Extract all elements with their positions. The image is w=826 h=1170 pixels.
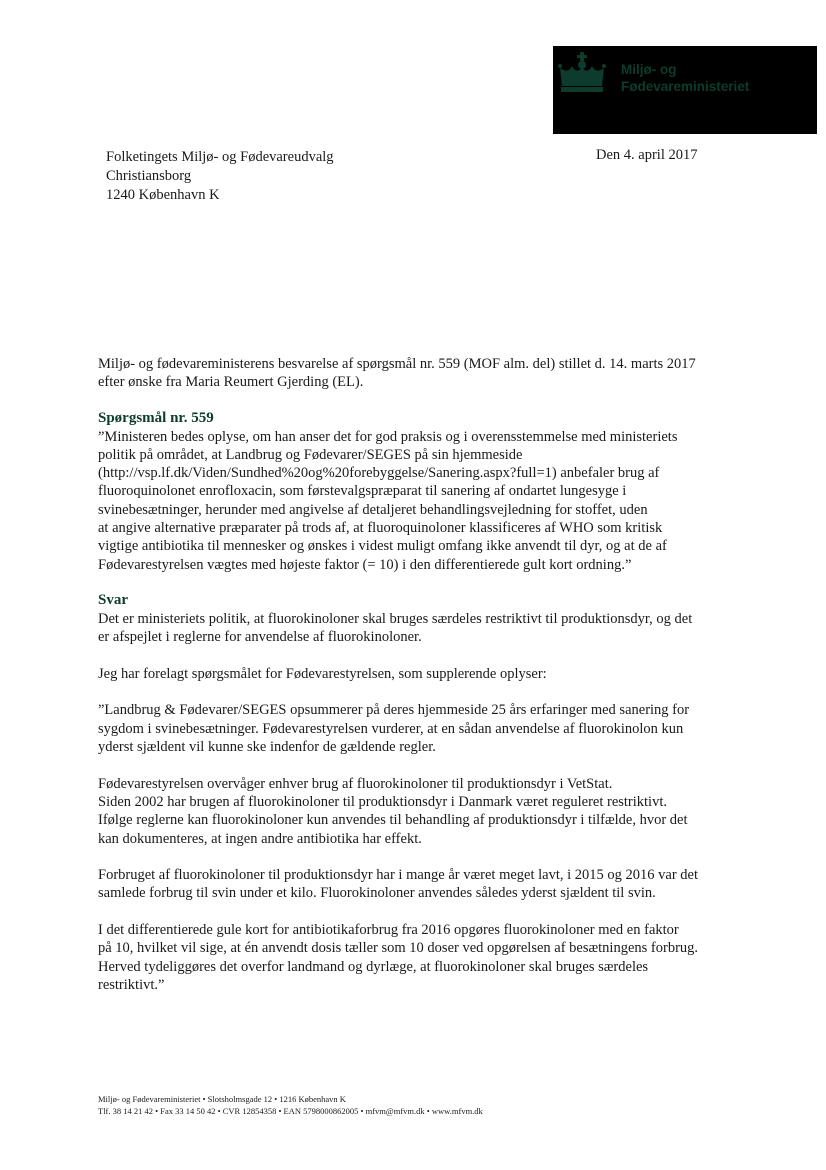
text-line: Jeg har forelagt spørgsmålet for Fødevarestyrelsen, som supplerende oplyser:: [98, 665, 547, 682]
text-line: efter ønske fra Maria Reumert Gjerding (EL).: [98, 374, 364, 391]
text-line: Herved tydeliggøres det overfor landmand og dyrlæge, at fluorokinoloner skal bruges særdeles: [98, 958, 649, 975]
text-line: ”Landbrug & Fødevarer/SEGES opsummerer på deres hjemmeside 25 års erfaringer med sanering for: [98, 702, 690, 719]
text-line: på 10, hvilket vil sige, at én anvendt dosis tæller som 10 doser ved opgørelsen af besætningens forbrug.: [98, 940, 699, 957]
text-line: ”Ministeren bedes oplyse, om han anser det for god praksis og i overensstemmelse med ministeriets: [98, 428, 678, 445]
answer-paragraph: [98, 610, 738, 647]
text-line: er afspejlet i reglerne for anvendelse af fluorokinoloner.: [98, 629, 422, 646]
logo-line-1: Miljø- og: [621, 62, 677, 77]
question-text: [98, 428, 738, 574]
text-line: kan dokumenteres, at ingen andre antibiotika har effekt.: [98, 830, 422, 847]
letter-body: [98, 355, 738, 994]
text-line: fluoroquinolonet enrofloxacin, som førstevalgspræparat til sanering af ondartet lungesyge i: [98, 483, 627, 500]
text-line: at angive alternative præparater på trods af, at fluoroquinoloner klassificeres af WHO som kritisk: [98, 520, 663, 537]
text-line: yderst sjældent vil kunne ske indenfor de gældende regler.: [98, 739, 436, 756]
text-line: Forbruget af fluorokinoloner til produktionsdyr har i mange år været meget lavt, i 2015 og 2016 var det: [98, 867, 699, 884]
text-line: Miljø- og fødevareministerens besvarelse af spørgsmål nr. 559 (MOF alm. del) stillet d. 14. marts 2017: [98, 356, 696, 372]
text-line: restriktivt.”: [98, 976, 165, 993]
question-heading: Spørgsmål nr. 559: [98, 409, 214, 426]
text-line: I det differentierede gule kort for antibiotikaforbrug fra 2016 opgøres fluorokinoloner med en faktor: [98, 922, 679, 939]
footer-address: Miljø- og Fødevareministeriet • Slotsholmsgade 12 • 1216 København K: [98, 1094, 346, 1104]
logo-wordmark: [621, 61, 749, 95]
text-line: Siden 2002 har brugen af fluorokinoloner til produktionsdyr i Danmark været reguleret restriktivt.: [98, 793, 667, 810]
answer-paragraph: [98, 921, 738, 994]
answer-paragraph: [98, 701, 738, 756]
answer-heading: Svar: [98, 591, 128, 608]
text-line: vigtige antibiotika til mennesker og ønskes i videst muligt omfang ikke anvendt til dyr, og at de af: [98, 538, 667, 555]
text-line: Det er ministeriets politik, at fluorokinoloner skal bruges særdeles restriktivt til produktionsdyr, og det: [98, 610, 693, 627]
letter-date: Den 4. april 2017: [596, 147, 698, 163]
text-line: samlede forbrug til svin under et kilo. Fluorokinoloner anvendes således yderst sjældent til svin.: [98, 885, 656, 902]
ministry-logo: [553, 46, 817, 134]
page-footer: [98, 1093, 483, 1117]
intro-paragraph: [98, 355, 738, 392]
logo-line-2: Fødevareministeriet: [621, 79, 750, 94]
text-line: sygdom i svinebesætninger. Fødevarestyrelsen vurderer, at en sådan anvendelse af fluorokinolon kun: [98, 720, 684, 737]
crown-icon: [558, 52, 606, 94]
recipient-line: Folketingets Miljø- og Fødevareudvalg: [106, 149, 334, 165]
text-line: Fødevarestyrelsen overvåger enhver brug af fluorokinoloner til produktionsdyr i VetStat.: [98, 775, 613, 792]
answer-paragraph: [98, 775, 738, 848]
text-line: Fødevarestyrelsen vægtes med højeste faktor (= 10) i den differentierede gult kort ordning.”: [98, 556, 632, 573]
text-line: politik på området, at Landbrug og Fødevarer/SEGES på sin hjemmeside: [98, 446, 523, 463]
text-line: (http://vsp.lf.dk/Viden/Sundhed%20og%20forebyggelse/Sanering.aspx?full=1) anbefaler brug af: [98, 465, 660, 482]
answer-paragraph: [98, 866, 738, 903]
recipient-address: [106, 148, 334, 205]
answer-paragraph: [98, 665, 738, 683]
text-line: svinebesætninger, herunder med angivelse af detaljeret behandlingsvejledning for stoffet, uden: [98, 501, 648, 518]
footer-contact: Tlf. 38 14 21 42 • Fax 33 14 50 42 • CVR 12854358 • EAN 5798000862005 • mfvm@mfvm.dk • www.mfvm.dk: [98, 1106, 483, 1116]
recipient-line: Christiansborg: [106, 168, 192, 184]
text-line: Ifølge reglerne kan fluorokinoloner kun anvendes til behandling af produktionsdyr i tilfælde, hvor det: [98, 812, 688, 829]
recipient-line: 1240 København K: [106, 187, 220, 203]
